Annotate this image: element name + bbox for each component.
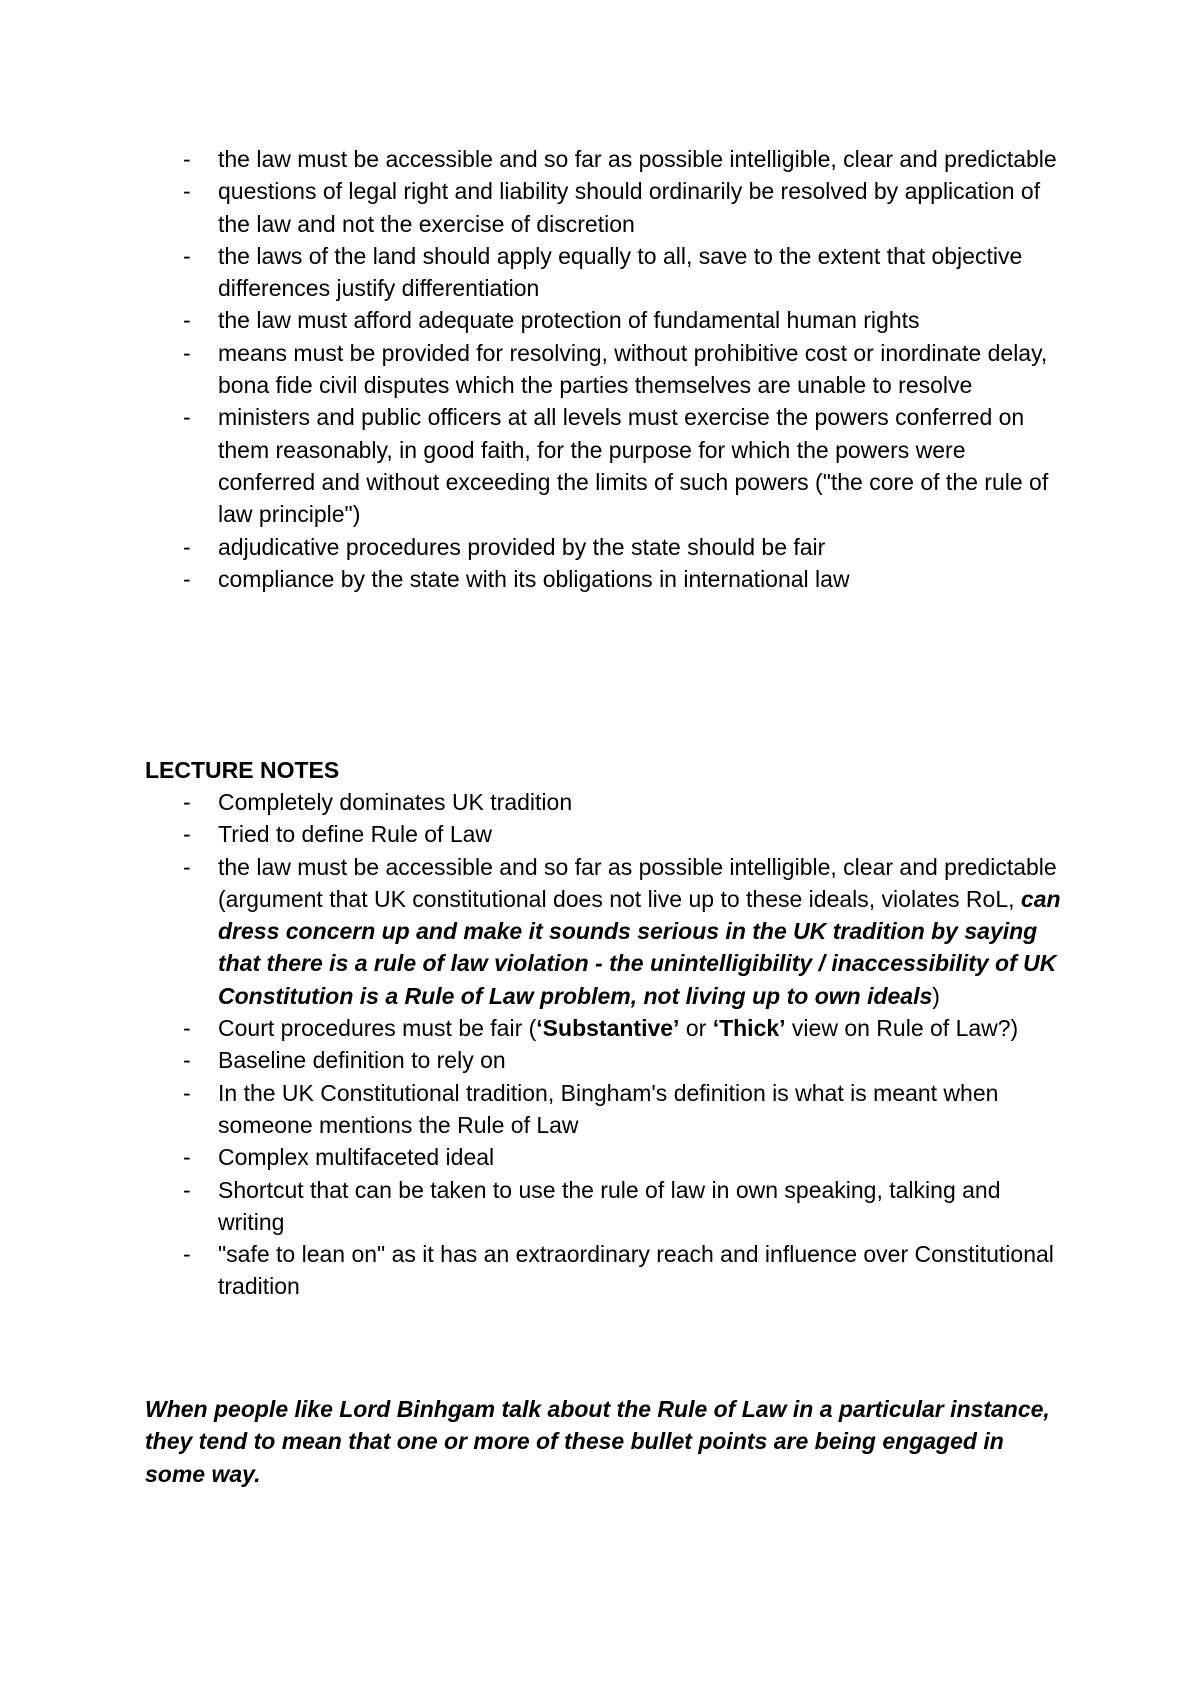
list-item: - means must be provided for resolving, without prohibitive cost or inordinate delay, bona fide civil disputes which the parties themselves are unable to resolve	[145, 337, 1065, 402]
list-item: - In the UK Constitutional tradition, Bingham's definition is what is meant when someone mentions the Rule of Law	[145, 1077, 1065, 1142]
item-text: view on Rule of Law?)	[785, 1015, 1019, 1042]
bingham-principles-list	[145, 143, 1065, 595]
list-item: - Complex multifaceted ideal	[145, 1141, 1065, 1173]
item-text: the law must be accessible and so far as possible intelligible, clear and predictable (argument that UK constitutional does not live up to these ideals, violates RoL,	[218, 853, 1057, 912]
conclusion-paragraph: When people like Lord Binhgam talk about the Rule of Law in a particular instance, they tend to mean that one or more of these bullet points are being engaged in some way.	[145, 1396, 1050, 1487]
thick-term: ‘Thick’	[712, 1015, 786, 1042]
lecture-notes-heading: LECTURE NOTES	[145, 757, 340, 783]
list-item: - Baseline definition to rely on	[145, 1044, 1065, 1076]
list-item: - adjudicative procedures provided by the state should be fair	[145, 531, 1065, 563]
item-text: or	[679, 1015, 713, 1042]
list-item: - the law must afford adequate protection of fundamental human rights	[145, 304, 1065, 336]
lecture-notes-list	[145, 786, 1065, 1303]
list-item: - the law must be accessible and so far as possible intelligible, clear and predictable	[145, 143, 1065, 175]
emphasis-text: can dress concern up and make it sounds serious in the UK tradition by saying that there is a rule of law violation - the unintelligibility / inaccessibility of UK Constitution is a Rule of Law problem, not living up to own ideals	[218, 885, 1061, 1009]
list-item	[145, 851, 1065, 1012]
list-item: - Tried to define Rule of Law	[145, 818, 1065, 850]
item-text: Court procedures must be fair (	[218, 1015, 537, 1042]
list-item: - "safe to lean on" as it has an extraordinary reach and influence over Constitutional tradition	[145, 1238, 1065, 1303]
list-item: - questions of legal right and liability should ordinarily be resolved by application of the law and not the exercise of discretion	[145, 175, 1065, 240]
list-item: - Shortcut that can be taken to use the rule of law in own speaking, talking and writing	[145, 1174, 1065, 1239]
list-item: - the laws of the land should apply equally to all, save to the extent that objective differences justify differentiation	[145, 240, 1065, 305]
substantive-term: ‘Substantive’	[536, 1015, 680, 1042]
list-item	[145, 1012, 1065, 1044]
list-item: - Completely dominates UK tradition	[145, 786, 1065, 818]
list-item: - compliance by the state with its obligations in international law	[145, 563, 1065, 595]
item-text: )	[932, 982, 940, 1009]
list-item: - ministers and public officers at all levels must exercise the powers conferred on them reasonably, in good faith, for the purpose for which the powers were conferred and without exceeding the limits of such powers ("the core of the rule of law principle")	[145, 401, 1065, 530]
